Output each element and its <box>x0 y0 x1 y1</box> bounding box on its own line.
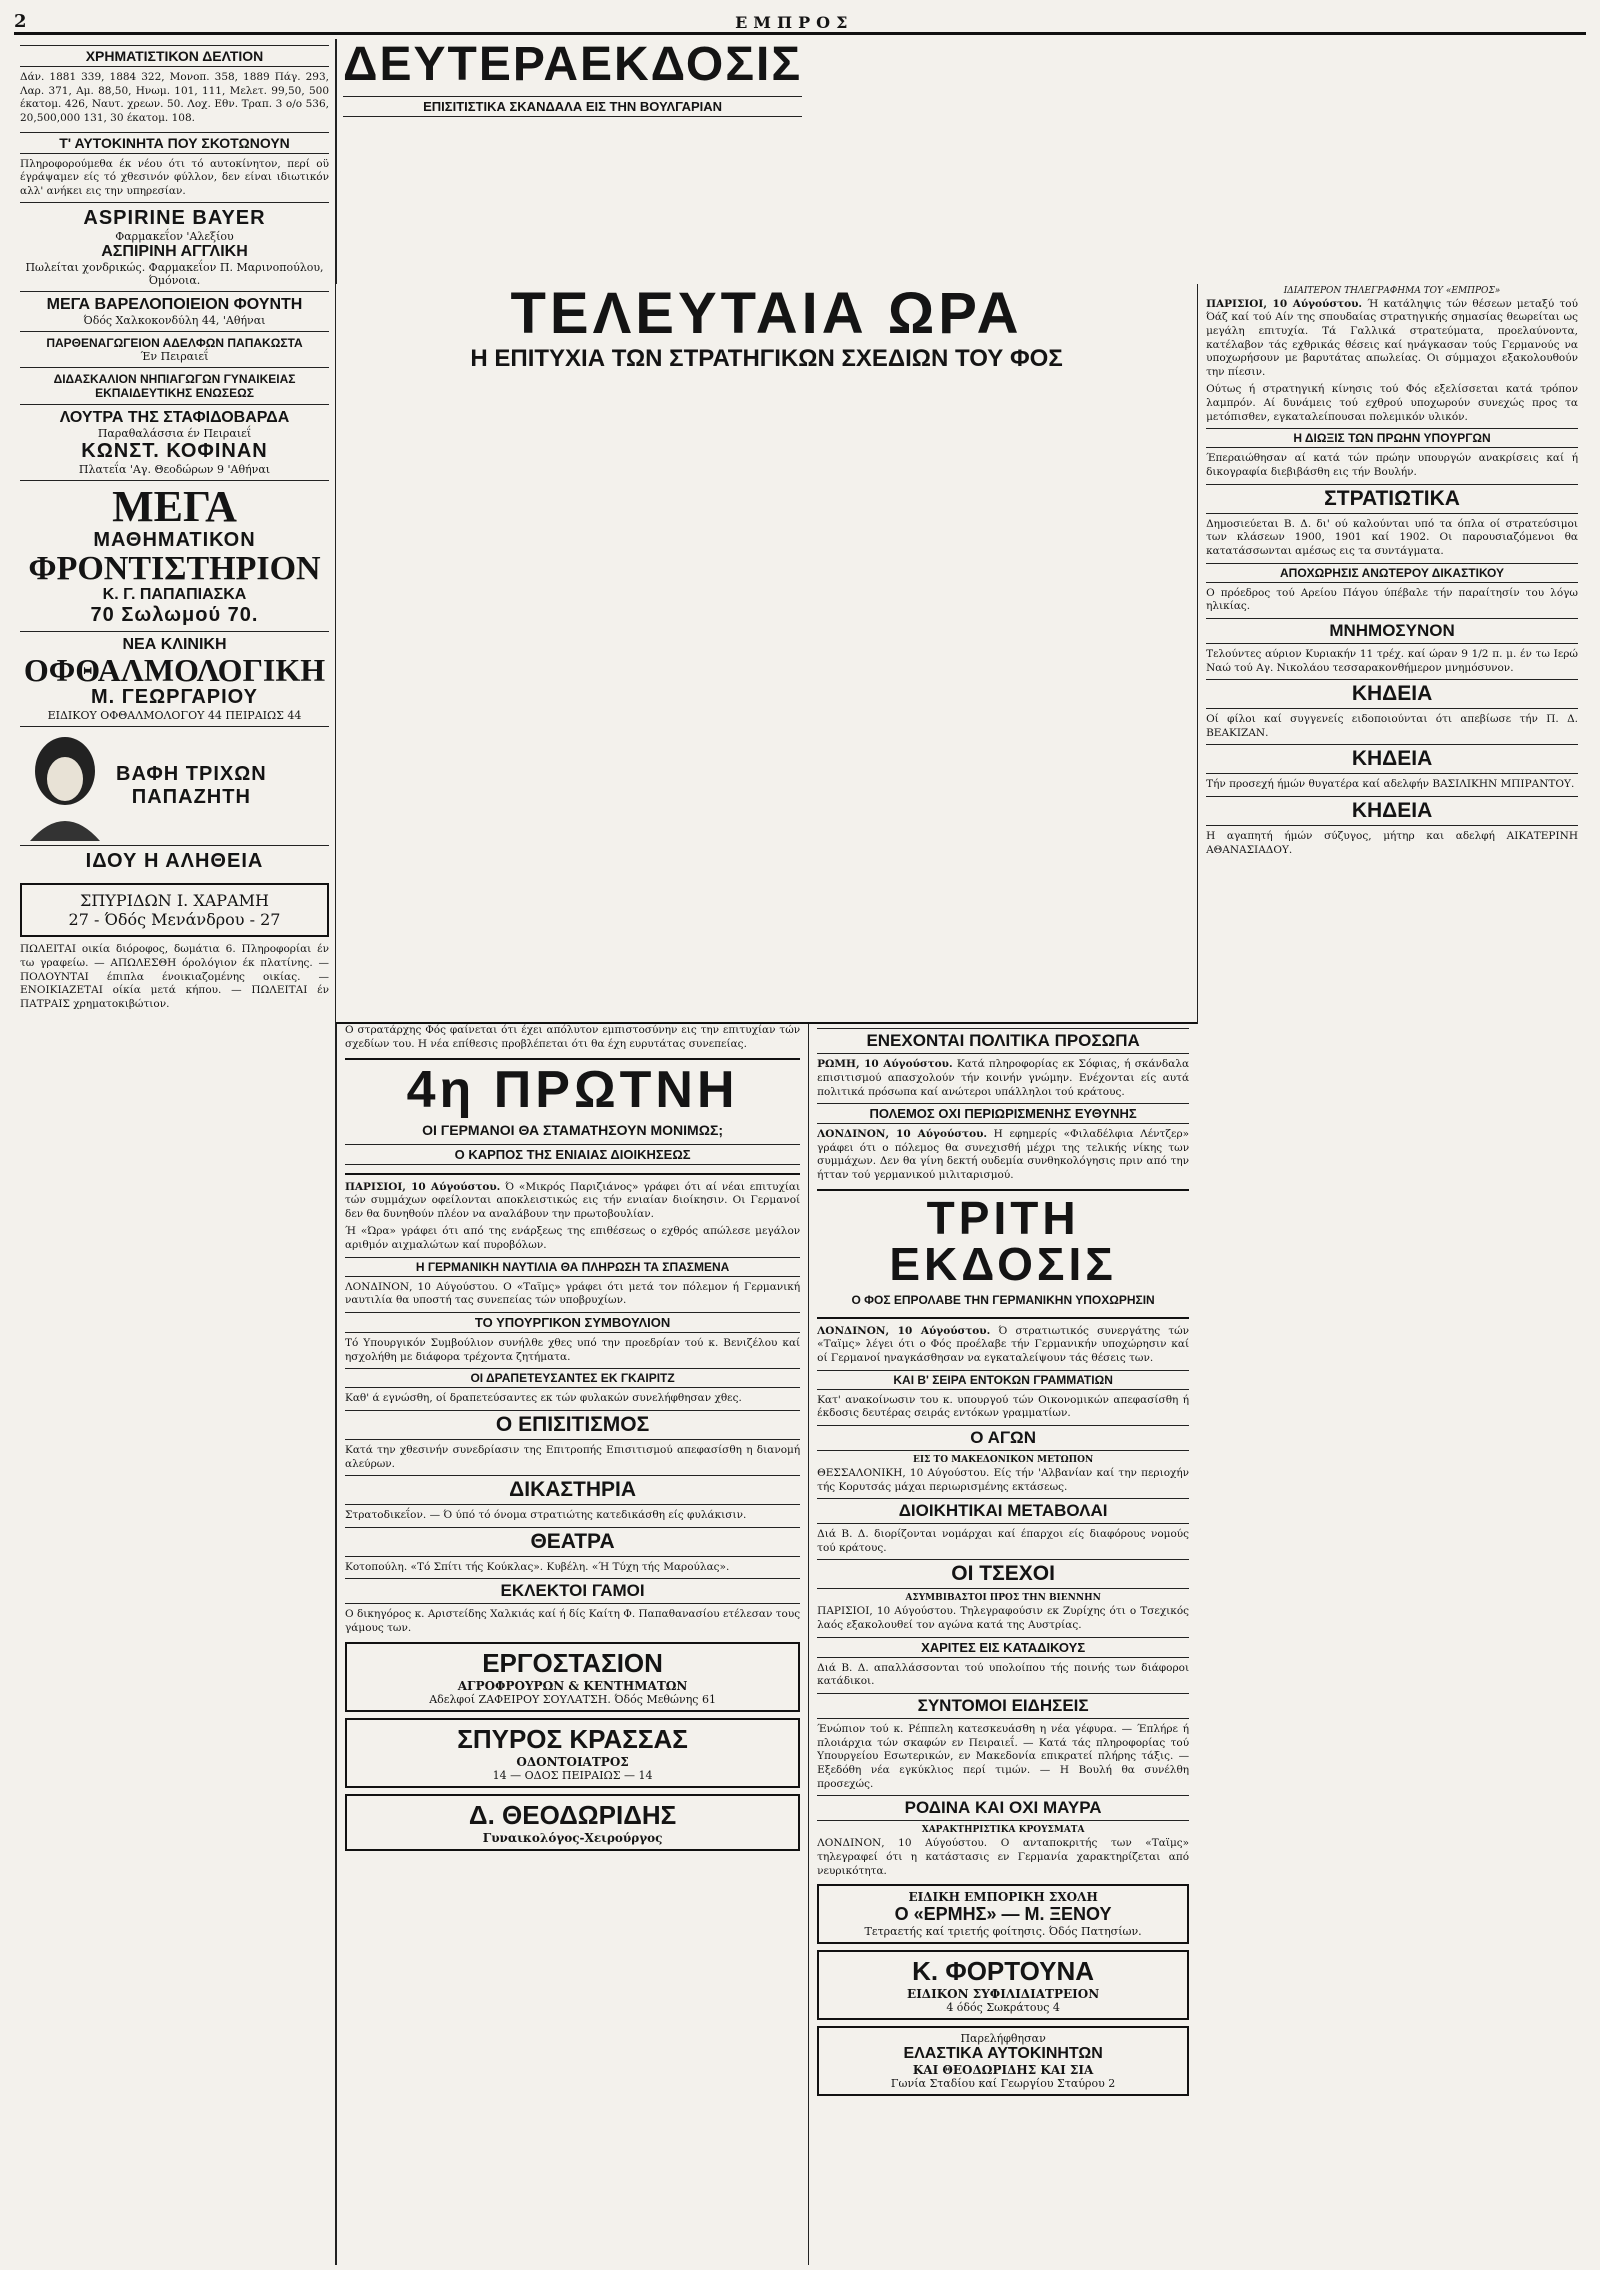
ad-aspirin-text: Πωλείται χονδρικώς. Φαρμακεΐον Π. Μαρινοπούλου, Όμόνοια. <box>25 261 324 288</box>
ad-foundry-title: ΜΕΓΑ ΒΑΡΕΛΟΠΟΙΕΙΟΝ ΦΟΥΝΤΗ <box>46 296 303 314</box>
ad-workshop-text: Αδελφοί ΖΑΦΕΙΡΟΥ ΣΟΥΛΑΤΣΗ. Όδός Μεθώνης 61 <box>429 1692 716 1706</box>
ad-aspirin <box>20 202 329 291</box>
ad-theodoridis-sub: Γυναικολόγος-Χειρούργος <box>482 1830 663 1845</box>
rodina-sub: ΧΑΡΑΚΤΗΡΙΣΤΙΚΑ ΚΡΟΥΣΜΑΤΑ <box>921 1825 1085 1836</box>
judge-title: ΑΠΟΧΩΡΗΣΙΣ ΑΝΩΤΕΡΟΥ ΔΙΚΑΣΤΙΚΟΥ <box>1206 563 1578 583</box>
second-edition-headline <box>336 39 808 284</box>
page-header <box>14 8 1586 35</box>
ad-math-school <box>20 480 329 631</box>
ad-math-line-5: 70 Σωλωμού 70. <box>90 604 259 627</box>
ad-kofinas-name: ΚΩΝΣΤ. ΚΟΦΙΝΑΝ <box>81 440 268 463</box>
ad-truth <box>20 845 329 877</box>
wedding-text: Ο δικηγόρος κ. Αριστείδης Χαλκιάς καί ή δίς Καίτη Φ. Παπαθανασίου ετέλεσαν τους γάμους των. <box>345 1608 801 1635</box>
third-edition-banner <box>817 1189 1189 1319</box>
ad-theodoridis <box>345 1794 800 1851</box>
portrait-illustration <box>20 731 110 841</box>
ad-fortouna-name: Κ. ΦΟΡΤΟΥΝΑ <box>912 1956 1095 1987</box>
funeral-2-text: Τήν προσεχή ήμών θυγατέρα καί αδελφήν ΒΑΣΙΛΙΚΗΝ ΜΠΙΡΑΝΤΟΥ. <box>1206 778 1575 791</box>
czechs-sub: ΑΣΥΜΒΙΒΑΣΤΟΙ ΠΡΟΣ ΤΗΝ ΒΙΕΝΝΗΝ <box>905 1593 1101 1604</box>
ad-fortouna <box>817 1950 1189 2020</box>
agon-text: ΘΕΣΣΑΛΟΝΙΚΗ, 10 Αύγούστου. Είς τήν 'Αλβανίαν καί την περιοχήν τής Κορυτσάς μάχαι περιωρισμένης εκτάσεως. <box>817 1466 1190 1493</box>
fourth-edition-sub: Ο ΚΑΡΠΟΣ ΤΗΣ ΕΝΙΑΙΑΣ ΔΙΟΙΚΗΣΕΩΣ <box>345 1144 800 1165</box>
ad-aspirin-title: ASPIRINE BAYER <box>83 207 266 230</box>
bonds-title: ΚΑΙ Β' ΣΕΙΡΑ ΕΝΤΟΚΩΝ ΓΡΑΜΜΑΤΙΩΝ <box>817 1370 1189 1390</box>
story-1-text: Ή κατάληψις τών θέσεων μεταξύ τού Όάζ καί τού Αίν της σπουδαίας στρατηγικής σημασίας θεωρείται ως μεγάλη επιτυχία. Τά Γαλλικά στρατεύματα, προελαύνοντα, κατέλαβον τάς εχθρικάς θέσεις καί ηνάγκασαν τούς Γερμανούς να υποχωρήσουν με βαρυτάτας απωλείας. Οι σύμμαχοι εξακολουθούν την πίεσιν. <box>1206 297 1578 378</box>
story-5-text: Ή «Ώρα» γράφει ότι από της ενάρξεως της επιθέσεως ο εχθρός απώλεσε μεγάλον αριθμόν αιχμαλώτων καί πυροβόλων. <box>345 1225 801 1252</box>
military-title: ΣΤΡΑΤΙΩΤΙΚΑ <box>1206 484 1578 514</box>
story-2-text: Ούτως ή στρατηγική κίνησις τού Φός εξελίσσεται κατά τρόπον λαμπρόν. Αί δυνάμεις τού εχθρού υποχωρούν συνεχώς προς τα μετόπισθεν, εγκαταλείπουσαι πολεμικόν υλικόν. <box>1206 383 1578 423</box>
ad-hair-title: ΒΑΦΗ ΤΡΙΧΩΝ <box>116 763 267 786</box>
ad-krassas-sub: ΟΔΟΝΤΟΙΑΤΡΟΣ <box>516 1754 629 1769</box>
ad-krassas <box>345 1718 800 1788</box>
memorial-text: Τελούντες αύριον Κυριακήν 11 τρέχ. καί ώραν 9 1/2 π. μ. έν τω Ιερώ Ναώ τού Αγ. Νικολάου τεσσαρακονθήμερον μνημόσυνον. <box>1206 647 1578 674</box>
supply-text: Κατά την χθεσινήν συνεδρίασιν της Επιτροπής Επισιτισμού απεφασίσθη η διανομή αλεύρων. <box>345 1443 801 1470</box>
ad-tyres-intro: Παρελήφθησαν <box>960 2032 1046 2046</box>
pardons-text: Διά Β. Δ. απαλλάσσονται τού υπολοίπου τής ποινής των διάφοροι κατάδικοι. <box>817 1661 1190 1688</box>
ad-hair-dye <box>20 726 329 845</box>
ad-clinic-address: 27 - Όδός Μενάνδρου - 27 <box>68 910 281 930</box>
ad-girls-school-sub: Έν Πειραιεΐ <box>140 350 209 364</box>
theatre-title: ΘΕΑΤΡΑ <box>345 1527 800 1557</box>
main-area <box>336 39 1586 2265</box>
memorial-title: ΜΝΗΜΟΣΥΝΟΝ <box>1206 618 1578 644</box>
third-edition-text: Ό στρατιωτικός συνεργάτης τών «Ταϊμς» λέγει ότι ο Φός προέλαβε τήν Γερμανικήν υποχώρησιν καί οί Γερμανοί ηναγκάσθησαν να εγκαταλείψουν τάς θέσεις των. <box>817 1324 1190 1364</box>
ad-ophthalmic-clinic <box>20 883 329 937</box>
third-edition-title: ΤΡΙΤΗ ΕΚΔΟΣΙΣ <box>889 1191 1117 1290</box>
fourth-edition-banner <box>345 1058 800 1175</box>
funeral-2-title: ΚΗΔΕΙΑ <box>1206 744 1578 774</box>
theatre-text: Κοτοπούλη. «Τό Σπίτι τής Κούκλας». Κυβέλη. «Ή Τύχη τής Μαρούλας». <box>345 1560 730 1573</box>
ad-eye-clinic <box>20 631 329 726</box>
czechs-title: ΟΙ ΤΣΕΧΟΙ <box>817 1559 1189 1589</box>
ad-girls-school <box>20 331 329 367</box>
court-title: ΔΙΚΑΣΤΗΡΙΑ <box>345 1475 800 1505</box>
ad-tyres-title: ΕΛΑΣΤΙΚΑ ΑΥΤΟΚΙΝΗΤΩΝ <box>903 2045 1103 2063</box>
masthead: ΕΜΠΡΟΣ <box>735 13 854 32</box>
agon-sub: ΕΙΣ ΤΟ ΜΑΚΕΔΟΝΙΚΟΝ ΜΕΤΩΠΟΝ <box>912 1454 1094 1465</box>
funeral-1-title: ΚΗΔΕΙΑ <box>1206 679 1578 709</box>
prev-ministers-text: Έπεραιώθησαν αί κατά τών πρώην υπουργών ανακρίσεις καί ή δικογραφία διεβιβάσθη εις τήν Βουλήν. <box>1206 452 1578 479</box>
second-edition-deck: ΕΠΙΣΙΤΙΣΤΙΚΑ ΣΚΑΝΔΑΛΑ ΕΙΣ ΤΗΝ ΒΟΥΛΓΑΡΙΑΝ <box>343 96 802 117</box>
ad-nursery-school-title: ΔΙΔΑΣΚΑΛΙΟΝ ΝΗΠΙΑΓΩΓΩΝ ΓΥΝΑΙΚΕΙΑΣ ΕΚΠΑΙΔΕΥΤΙΚΗΣ ΕΝΩΣΕΩΣ <box>53 372 296 401</box>
ad-truth-title: ΙΔΟΥ Η ΑΛΗΘΕΙΑ <box>85 850 264 873</box>
naval-title: Η ΓΕΡΜΑΝΙΚΗ ΝΑΥΤΙΛΙΑ ΘΑ ΠΛΗΡΩΣΗ ΤΑ ΣΠΑΣΜΕΝΑ <box>345 1257 800 1277</box>
last-hour-deck: Η ΕΠΙΤΥΧΙΑ ΤΩΝ ΣΤΡΑΤΗΓΙΚΩΝ ΣΧΕΔΙΩΝ ΤΟΥ ΦΟΣ <box>470 344 1063 372</box>
ad-fortouna-address: 4 όδός Σωκράτους 4 <box>946 2001 1060 2015</box>
last-hour-headline <box>336 280 1197 1025</box>
ad-krassas-name: ΣΠΥΡΟΣ ΚΡΑΣΣΑΣ <box>457 1723 688 1754</box>
ad-eye-line-3: Μ. ΓΕΩΡΓΑΡΙΟΥ <box>90 686 259 709</box>
ad-baths-sub: Παραθαλάσσια έν Πειραιεΐ <box>97 427 252 441</box>
council-title: ΤΟ ΥΠΟΥΡΓΙΚΟΝ ΣΥΜΒΟΥΛΙΟΝ <box>345 1312 800 1333</box>
ad-tyres-address: Γωνία Σταδίου καί Γεωργίου Σταύρου 2 <box>890 2077 1116 2091</box>
ad-aspirin-sub: Φαρμακεΐον 'Αλεξίου <box>115 230 234 244</box>
ad-fortouna-sub: ΕΙΔΙΚΟΝ ΣΥΦΙΛΙΔΙΑΤΡΕΙΟΝ <box>907 1987 1100 2002</box>
military-text: Δημοσιεύεται Β. Δ. δι' ού καλούνται υπό τα όπλα οί στρατεύσιμοι των κλάσεων 1900, 1901 καί 1902. Οι παρουσιαζόμενοι θα κατατάσσωνται αμέσως εις τα συντάγματα. <box>1206 517 1578 557</box>
ad-school-text: Τετραετής καί τριετής φοίτησις. Όδός Πατησίων. <box>864 1925 1142 1939</box>
story-4-text: Ό «Μικρός Παριζιάνος» γράφει ότι αί νέαι επιτυχίαι τών συμμάχων οφείλονται αποκλειστικώς εις τήν ενιαίαν διοίκησιν. Οι Γερμανοί δεν θα δυνηθούν πλέον να αναλάβουν την πρωτοβουλίαν. <box>345 1180 801 1220</box>
stock-title: ΧΡΗΜΑΤΙΣΤΙΚΟΝ ΔΕΛΤΙΟΝ <box>20 45 329 67</box>
war-text: Η εφημερίς «Φιλαδέλφια Λέντζερ» γράφει ότι ο πόλεμος θα συνεχισθή μέχρι της τελικής νίκης των συμμάχων. Δεν θα γίνη δεκτή ουδεμία συνθηκολόγησις πριν από την ήτταν τού γερμανικού μιλιταρισμού. <box>817 1128 1190 1182</box>
ad-math-line-2: ΜΑΘΗΜΑΤΙΚΟΝ <box>93 529 256 552</box>
second-edition-sub: ΕΝΕΧΟΝΤΑΙ ΠΟΛΙΤΙΚΑ ΠΡΟΣΩΠΑ <box>817 1028 1189 1054</box>
ad-school-title: ΕΙΔΙΚΗ ΕΜΠΟΡΙΚΗ ΣΧΟΛΗ <box>908 1890 1098 1905</box>
fourth-edition-deck: ΟΙ ΓΕΡΜΑΝΟΙ ΘΑ ΣΤΑΜΑΤΗΣΟΥΝ ΜΟΝΙΜΩΣ; <box>422 1121 724 1138</box>
second-edition-text: Κατά πληροφορίας εκ Σόφιας, ή σκάνδαλα επισιτισμού απασχολούν τήν κοινήν γνώμην. Ενέχονται είς αυτά πολιτικά πρόσωπα καί ανώτεροι υπάλληλοι τού κράτους. <box>817 1058 1190 1098</box>
funeral-1-text: Οί φίλοι καί συγγενείς ειδοποιούνται ότι απεβίωσε τήν Π. Δ. ΒΕΑΚΙΖΑΝ. <box>1206 713 1578 739</box>
ad-math-line-1: ΜΕΓΑ <box>112 482 237 532</box>
judge-text: Ο πρόεδρος τού Αρείου Πάγου ύπέβαλε τήν παραίτησίν του λόγω ηλικίας. <box>1206 586 1578 613</box>
ad-tyres-sub: ΚΑΙ ΘΕΟΔΩΡΙΔΗΣ ΚΑΙ ΣΙΑ <box>912 2063 1094 2078</box>
ad-math-line-4: Κ. Γ. ΠΑΠΑΠΙΑΣΚΑ <box>102 586 247 604</box>
ad-girls-school-title: ΠΑΡΘΕΝΑΓΩΓΕΙΟΝ ΑΔΕΛΦΩΝ ΠΑΠΑΚΩΣΤΑ <box>46 336 303 351</box>
ad-tyres <box>817 2026 1189 2096</box>
second-edition-title: ΔΕΥΤΕΡΑΕΚΔΟΣΙΣ <box>343 39 803 91</box>
classifieds: ΠΩΛΕΙΤΑΙ οικία διόροφος, δωμάτια 6. Πληροφορίαι έν τω γραφείω. — ΑΠΩΛΕΣΘΗ όρολόγιον έκ πλατίνης. — ΠΟΛΟΥΝΤΑΙ έπιπλα ένοικιαζομένης οικίας. — ΕΝΟΙΚΙΑΖΕΤΑΙ οίκία μετά κήπου. — ΠΩΛΕΙΤΑΙ έν ΠΑΤΡΑΙΣ χρηματοκιβώτιον. <box>20 943 329 1011</box>
ad-commercial-school <box>817 1884 1189 1944</box>
admin-title: ΔΙΟΙΚΗΤΙΚΑΙ ΜΕΤΑΒΟΛΑΙ <box>817 1498 1189 1524</box>
rodina-title: ΡΟΔΙΝΑ ΚΑΙ ΟΧΙ ΜΑΥΡΑ <box>817 1795 1189 1821</box>
ad-clinic-name: ΣΠΥΡΙΔΩΝ Ι. ΧΑΡΑΜΗ <box>80 891 269 911</box>
wedding-title: ΕΚΛΕΚΤΟΙ ΓΑΜΟΙ <box>345 1578 800 1604</box>
story-1-dateline: ΠΑΡΙΣΙΟΙ, 10 Αύγούστου. <box>1206 297 1363 310</box>
rodina-text: ΛΟΝΔΙΝΟΝ, 10 Αύγούστου. Ο ανταποκριτής των «Ταϊμς» τηλεγραφεί ότι η κατάστασις εν Γερμανία χαρακτηρίζεται από νευρικότητα. <box>817 1837 1190 1877</box>
brief-news-text: Ένώπιον τού κ. Ρέππελη κατεσκευάσθη η νέα γέφυρα. — Έπλήρε ή πλοιάρχια τών σκαφών εν Πειραιεΐ. — Κατά τάς πληροφορίας τού Υπουργείου Εσωτερικών, εν Μακεδονία επικρατεί πλήρης τάξις. — Εξεδόθη νέα εγκύκλιος περί τιμών. — Η Βουλή θα συνέλθη προσεχώς. <box>817 1723 1190 1790</box>
ad-workshop-sub: ΑΓΡΟΦΡΟΥΡΩΝ & ΚΕΝΤΗΜΑΤΩΝ <box>457 1678 688 1693</box>
fugitives-title: ΟΙ ΔΡΑΠΕΤΕΥΣΑΝΤΕΣ ΕΚ ΓΚΑΙΡΙΤΖ <box>345 1368 800 1388</box>
ad-foundry <box>20 291 329 331</box>
fourth-edition-title: 4η ΠΡΩΤΝΗ <box>406 1060 739 1119</box>
ad-krassas-address: 14 — ΟΔΟΣ ΠΕΙΡΑΙΩΣ — 14 <box>492 1768 653 1782</box>
ad-theodoridis-name: Δ. ΘΕΟΔΩΡΙΔΗΣ <box>468 1799 677 1830</box>
naval-text: ΛΟΝΔΙΝΟΝ, 10 Αύγούστου. Ο «Ταϊμς» γράφει ότι μετά τον πόλεμον ή Γερμανική ναυτιλία θα υποστή τας συνεπείας τών υποβρυχίων. <box>345 1280 801 1307</box>
cars-title: Τ' ΑΥΤΟΚΙΝΗΤΑ ΠΟΥ ΣΚΟΤΩΝΟΥΝ <box>20 132 329 154</box>
ad-workshop-title: ΕΡΓΟΣΤΑΣΙΟΝ <box>482 1647 663 1678</box>
left-column <box>14 39 336 2265</box>
third-edition-dateline: ΛΟΝΔΙΝΟΝ, 10 Αύγούστου. <box>817 1324 991 1337</box>
ad-school-name: Ο «ΕΡΜΗΣ» — Μ. ΞΕΝΟΥ <box>894 1904 1112 1925</box>
court-text: Στρατοδικεΐον. — Ό ύπό τό όνομα στρατιώτης κατεδικάσθη είς φυλάκισιν. <box>345 1509 747 1522</box>
ad-baths <box>20 404 329 480</box>
main-column-2 <box>336 1024 808 2265</box>
funeral-3-title: ΚΗΔΕΙΑ <box>1206 796 1578 826</box>
ad-foundry-address: Όδός Χαλκοκονδύλη 44, 'Αθήναι <box>83 314 266 328</box>
war-title: ΠΟΛΕΜΟΣ ΟΧΙ ΠΕΡΙΩΡΙΣΜΕΝΗΣ ΕΥΘΥΝΗΣ <box>817 1103 1189 1124</box>
ad-math-line-3: ΦΡΟΝΤΙΣΤΗΡΙΟΝ <box>28 550 321 588</box>
council-text: Τό Υπουργικόν Συμβούλιον συνήλθε χθες υπό την προεδρίαν τού κ. Βενιζέλου καί ησχολήθη με διάφορα τρέχοντα ζητήματα. <box>345 1336 801 1363</box>
agon-title: Ο ΑΓΩΝ <box>817 1425 1189 1451</box>
ad-nursery-school <box>20 367 329 404</box>
story-1-credit: ΙΔΙΑΙΤΕΡΟΝ ΤΗΛΕΓΡΑΦΗΜΑ ΤΟΥ «ΕΜΠΡΟΣ» <box>1283 285 1501 296</box>
ad-eye-line-4: ΕΙΔΙΚΟΥ ΟΦΘΑΛΜΟΛΟΓΟΥ 44 ΠΕΙΡΑΙΩΣ 44 <box>47 709 302 723</box>
prev-ministers-title: Η ΔΙΩΞΙΣ ΤΩΝ ΠΡΩΗΝ ΥΠΟΥΡΓΩΝ <box>1206 428 1578 448</box>
page-number: 2 <box>14 11 27 32</box>
cars-text: Πληροφορούμεθα έκ νέου ότι τό αυτοκίνητον, περί οϋ έγράψαμεν είς τό χθεσινόν φύλλον, δεν είναι ιδιωτικόν αλλ' ανήκει εις την υπηρεσίαν. <box>20 157 329 197</box>
ad-eye-line-2: ΟΦΘΑΛΜΟΛΟΓΙΚΗ <box>23 652 326 689</box>
ad-hair-brand: ΠΑΠΑΖΗΤΗ <box>131 786 251 809</box>
second-edition-dateline: ΡΩΜΗ, 10 Αύγούστου. <box>817 1058 953 1071</box>
last-hour-title: ΤΕΛΕΥΤΑΙΑ ΩΡΑ <box>510 280 1023 346</box>
pardons-title: ΧΑΡΙΤΕΣ ΕΙΣ ΚΑΤΑΔΙΚΟΥΣ <box>817 1637 1189 1658</box>
fugitives-text: Καθ' ά εγνώσθη, οί δραπετεύσαντες εκ τών φυλακών συνελήφθησαν χθες. <box>345 1392 742 1405</box>
story-3-text: Ο στρατάρχης Φός φαίνεται ότι έχει απόλυτον εμπιστοσύνην εις την επιτυχίαν τών σχεδίων του. Η νέα επίθεσις προβλέπεται ότι θα έχη ευρυτάτας συνεπείας. <box>345 1024 801 1050</box>
brief-news-title: ΣΥΝΤΟΜΟΙ ΕΙΔΗΣΕΙΣ <box>817 1693 1189 1719</box>
czechs-text: ΠΑΡΙΣΙΟΙ, 10 Αύγούστου. Τηλεγραφούσιν εκ Ζυρίχης ότι ο Τσεχικός λαός εξακολουθεί τον αγώνα κατά της Αυστρίας. <box>817 1605 1190 1632</box>
ad-workshop <box>345 1642 800 1712</box>
story-4-dateline: ΠΑΡΙΣΙΟΙ, 10 Αύγούστου. <box>345 1180 501 1193</box>
ad-baths-title: ΛΟΥΤΡΑ ΤΗΣ ΣΤΑΦΙΔΟΒΑΡΔΑ <box>59 409 290 427</box>
ad-aspirin-greek: ΑΣΠΙΡΙΝΗ ΑΓΓΛΙΚΗ <box>101 243 248 261</box>
supply-title: Ο ΕΠΙΣΙΤΙΣΜΟΣ <box>345 1410 800 1440</box>
main-column-1 <box>1197 284 1586 1025</box>
war-dateline: ΛΟΝΔΙΝΟΝ, 10 Αύγούστου. <box>817 1128 988 1141</box>
stock-text: Δάν. 1881 339, 1884 322, Μονοπ. 358, 1889 Πάγ. 293, Λαρ. 371, Αμ. 88,50, Ηνωμ. 101, 111, Μελετ. 99,50, 500 έκατομ. 426, Ναυτ. χρεων. 50. Λοχ. Εθν. Τραπ. 3 ο/ο 536, 20,500,000 131, 30 έκατομ. 108. <box>20 71 329 124</box>
third-edition-deck: Ο ΦΟΣ ΕΠΡΟΛΑΒΕ ΤΗΝ ΓΕΡΜΑΝΙΚΗΝ ΥΠΟΧΩΡΗΣΙΝ <box>851 1292 1155 1307</box>
funeral-3-text: Η αγαπητή ήμών σύζυγος, μήτηρ και αδελφή ΑΙΚΑΤΕΡΙΝΗ ΑΘΑΝΑΣΙΑΔΟΥ. <box>1206 830 1578 856</box>
ad-kofinas-address: Πλατεΐα 'Αγ. Θεοδώρων 9 'Αθήναι <box>78 463 271 477</box>
ad-eye-line-1: ΝΕΑ ΚΛΙΝΙΚΗ <box>122 636 227 654</box>
bonds-text: Κατ' ανακοίνωσιν του κ. υπουργού τών Οικονομικών απεφασίσθη ή έκδοσις δευτέρας σειράς εντόκων γραμματίων. <box>817 1393 1190 1420</box>
admin-text: Διά Β. Δ. διορίζονται νομάρχαι καί έπαρχοι είς διαφόρους νομούς τού κράτους. <box>817 1528 1190 1554</box>
main-column-3 <box>808 1024 1197 2265</box>
